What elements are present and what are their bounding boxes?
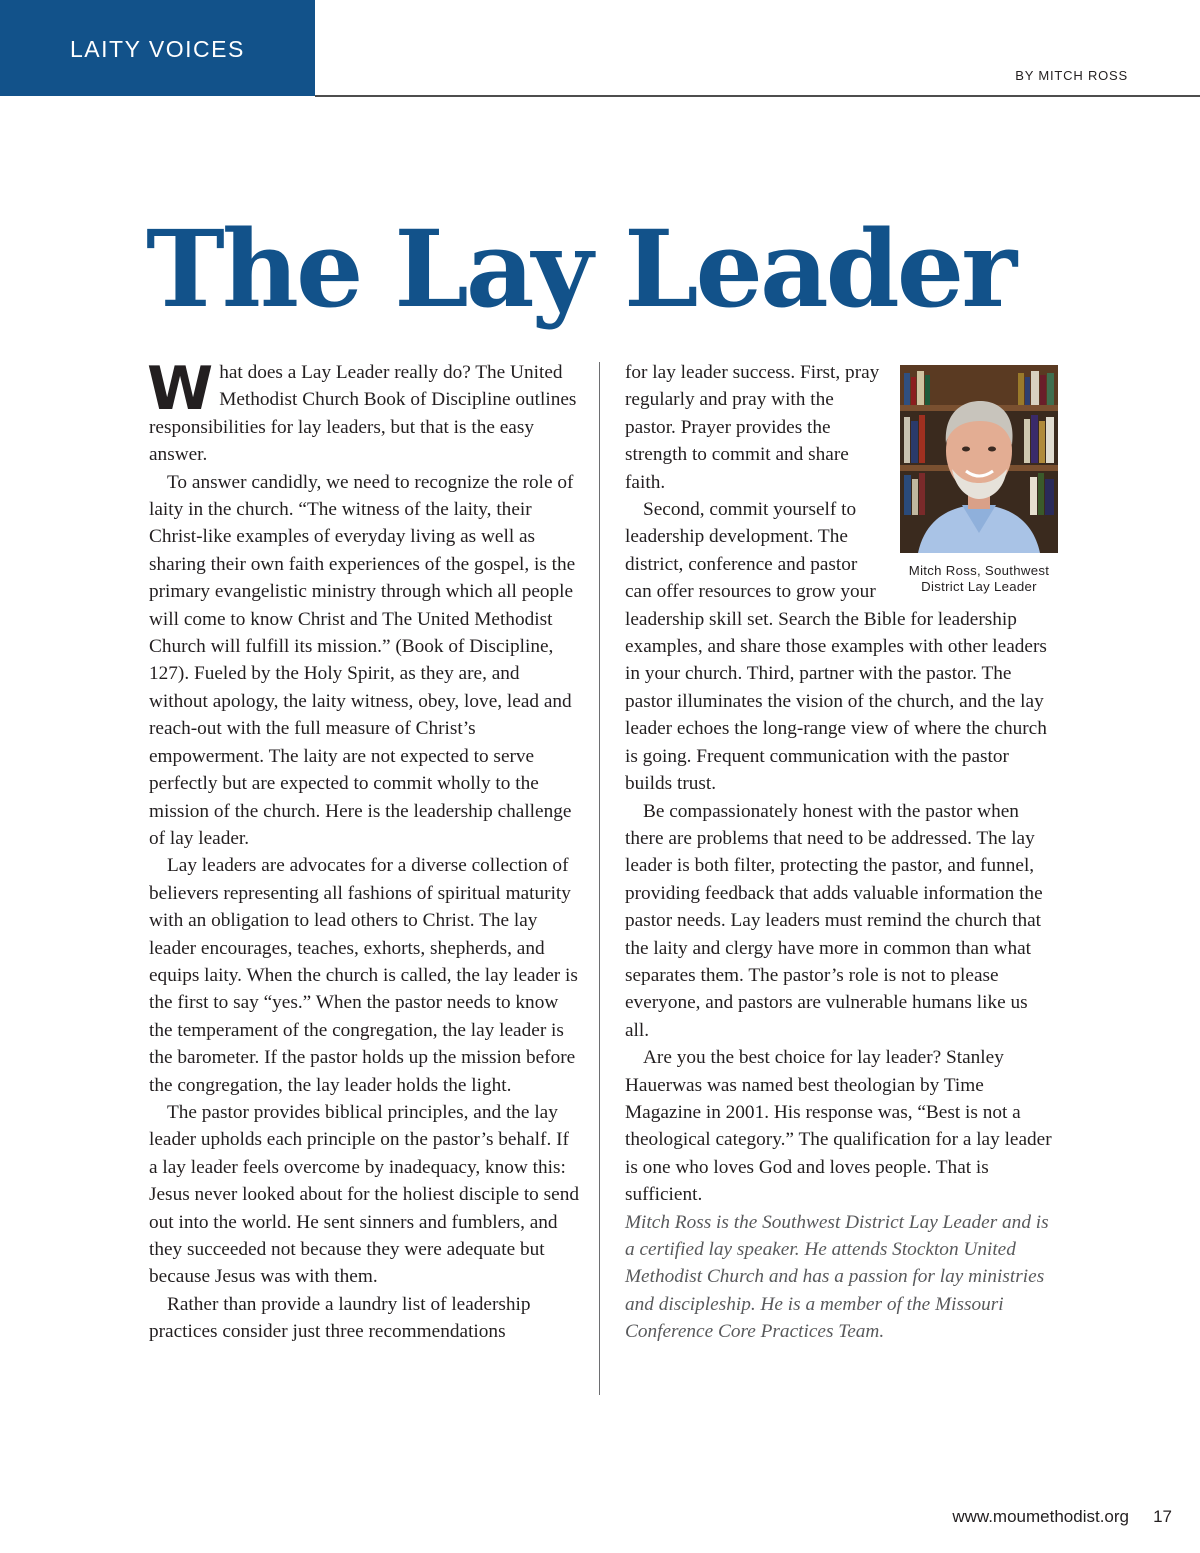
column-divider: [599, 362, 600, 1395]
right-paragraph-3: Be compassionately honest with the pastor when there are problems that need to be addressed. The lay leader is both filter, protecting the pastor, and funnel, providing feedback that adds valuable information the pastor needs. Lay leaders must remind the church that the laity and clergy have more in common than what separates them. The pastor’s role is not to please everyone, and pastors are vulnerable humans like us all.: [625, 800, 1043, 1041]
author-photo-figure: [898, 365, 1060, 595]
drop-cap: W: [147, 354, 214, 424]
left-paragraph-3: Lay leaders are advocates for a diverse collection of believers representing all fashions of spiritual maturity with an obligation to lead others to Christ. The lay leader encourages, teaches, exhorts, shepherds, and equips laity. When the church is called, the lay leader is the first to say “yes.” When the pastor needs to know the temperament of the congregation, the lay leader is the barometer. If the pastor holds up the mission before the congregation, the lay leader holds the light.: [149, 855, 578, 1096]
left-paragraph-4: The pastor provides biblical principles, and the lay leader upholds each principle on the pastor’s behalf. If a lay leader feels overcome by inadequacy, know this: Jesus never looked about for the holiest disciple to send out into the world. He sent sinners and fumblers, and they succeeded not because they were adequate but because Jesus was with them.: [149, 1101, 579, 1288]
author-photo: [900, 365, 1058, 553]
left-paragraph-2: To answer candidly, we need to recognize the role of laity in the church. “The witness of the laity, their Christ-like examples of everyday living as well as sharing their own faith experiences of the gospel, is the primary evangelistic ministry through which all people will come to know Christ and The United Methodist Church will fulfill its mission.” (Book of Discipline, 127). Fueled by the Holy Spirit, as they are, and without apology, the laity witness, obey, love, lead and reach-out with the full measure of Christ’s empowerment. The laity are not expected to serve perfectly but are expected to commit wholly to the mission of the church. Here is the leadership challenge of lay leader.: [149, 471, 576, 849]
left-column: [147, 354, 581, 1346]
footer-url[interactable]: www.moumethodist.org: [952, 1507, 1129, 1526]
left-paragraph-1-text: hat does a Lay Leader really do? The United Methodist Church Book of Discipline outlines responsibilities for lay leaders, but that is the easy answer.: [149, 362, 577, 466]
header-rule: [315, 95, 1200, 97]
left-paragraph-1: [147, 354, 581, 469]
section-tab: [0, 0, 315, 96]
left-paragraph-5: Rather than provide a laundry list of leadership practices consider just three recommendations: [149, 1293, 531, 1343]
photo-caption: Mitch Ross, Southwest District Lay Leader: [908, 563, 1050, 594]
article-title: The Lay Leader: [146, 206, 1015, 331]
author-bio: Mitch Ross is the Southwest District Lay Leader and is a certified lay speaker. He attends Stockton United Methodist Church and has a passion for lay ministries and discipleship. He is a member of the Missouri Conference Core Practices Team.: [625, 1211, 1049, 1343]
right-paragraph-4: Are you the best choice for lay leader? Stanley Hauerwas was named best theologian by Time Magazine in 2001. His response was, “Best is not a theological category.” The qualification for a lay leader is one who loves God and loves people. That is sufficient.: [625, 1047, 1052, 1206]
section-label: LAITY VOICES: [70, 36, 245, 62]
byline: BY MITCH ROSS: [1015, 68, 1128, 83]
right-paragraph-1: for lay leader success. First, pray regularly and pray with the pastor. Prayer provides the strength to commit and share faith.: [625, 362, 880, 493]
page-number: 17: [1153, 1507, 1172, 1526]
right-column: [625, 359, 1055, 1346]
right-paragraph-2: Second, commit yourself to leadership development. The district, conference and pastor can offer resources to grow your leadership skill set. Search the Bible for leadership examples, and share those examples with other leaders in your church. Third, partner with the pastor. The pastor illuminates the vision of the church, and the lay leader echoes the long-range view of where the church is going. Frequent communication with the pastor builds trust.: [625, 499, 1047, 795]
